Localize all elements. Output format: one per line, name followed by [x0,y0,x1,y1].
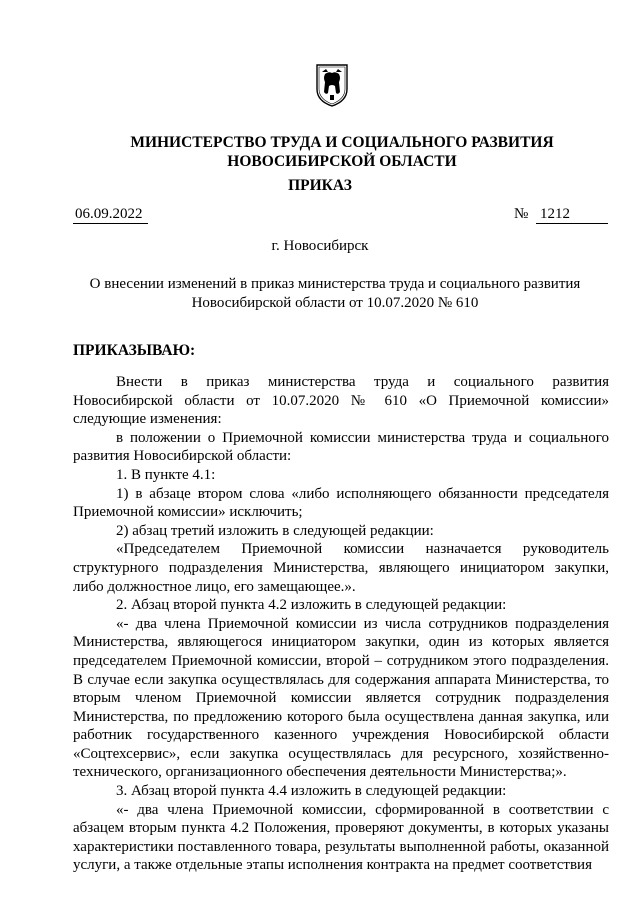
paragraph: «Председателем Приемочной комиссии назначается руководитель структурного подразделения Министерства, являющего инициатором закупки, либо должностное лицо, его замещающее.». [73,541,609,595]
decree-word: ПРИКАЗЫВАЮ: [73,342,196,359]
subject-line1: О внесении изменений в приказ министерства труда и социального развития [89,276,581,292]
paragraph: в положении о Приемочной комиссии министерства труда и социального развития Новосибирской области: [73,429,609,465]
paragraph: Внести в приказ министерства труда и социального развития Новосибирской области от 10.07.2020 № 610 «О Приемочной комиссии» следующие изменения: [73,374,609,428]
coat-of-arms-emblem [313,62,351,108]
city-name: г. Новосибирск [271,238,369,254]
paragraph: 1. В пункте 4.1: [116,466,216,483]
order-number: 1212 [536,205,608,224]
paragraph: 2) абзац третий изложить в следующей редакции: [116,522,434,539]
order-subject [70,275,600,312]
paragraph: 2. Абзац второй пункта 4.2 изложить в следующей редакции: [116,597,507,614]
paragraph: 3. Абзац второй пункта 4.4 изложить в следующей редакции: [116,783,507,800]
order-body [73,373,609,875]
ministry-name-line2: НОВОСИБИРСКОЙ ОБЛАСТИ [227,153,457,170]
paragraph: 1) в абзаце втором слова «либо исполняющего обязанности председателя Приемочной комиссии» исключить; [73,485,609,521]
paragraph: «- два члена Приемочной комиссии, сформированной в соответствии с абзацем вторым пункта 4.2 Положения, проверяют документы, в которых указаны характеристики поставленного товара, результаты выполненной работы, оказанной услуги, а также отдельные этапы исполнения контракта на предмет соответствия [73,801,609,874]
ministry-name-line1: МИНИСТЕРСТВО ТРУДА И СОЦИАЛЬНОГО РАЗВИТИЯ [130,134,554,151]
number-sign: № [514,206,529,222]
subject-line2: Новосибирской области от 10.07.2020 № 610 [191,294,479,311]
order-date: 06.09.2022 [73,205,148,224]
document-type-title: ПРИКАЗ [288,177,352,194]
paragraph: «- два члена Приемочной комиссии из числа сотрудников подразделения Министерства, являющегося инициатором закупки, один из которых является председателем Приемочной комиссии, второй – сотрудником этого подразделения. В случае если закупка осуществлялась для содержания аппарата Министерства, то вторым членом Приемочной комиссии является сотрудник подразделения Министерства, по предложению которого была осуществлена данная закупка, или работник государственного казенного учреждения Новосибирской области «Соцтехсервис», если закупка осуществлялась для ресурсного, хозяйственно-технического, организационного обеспечения деятельности Министерства;». [73,615,609,781]
